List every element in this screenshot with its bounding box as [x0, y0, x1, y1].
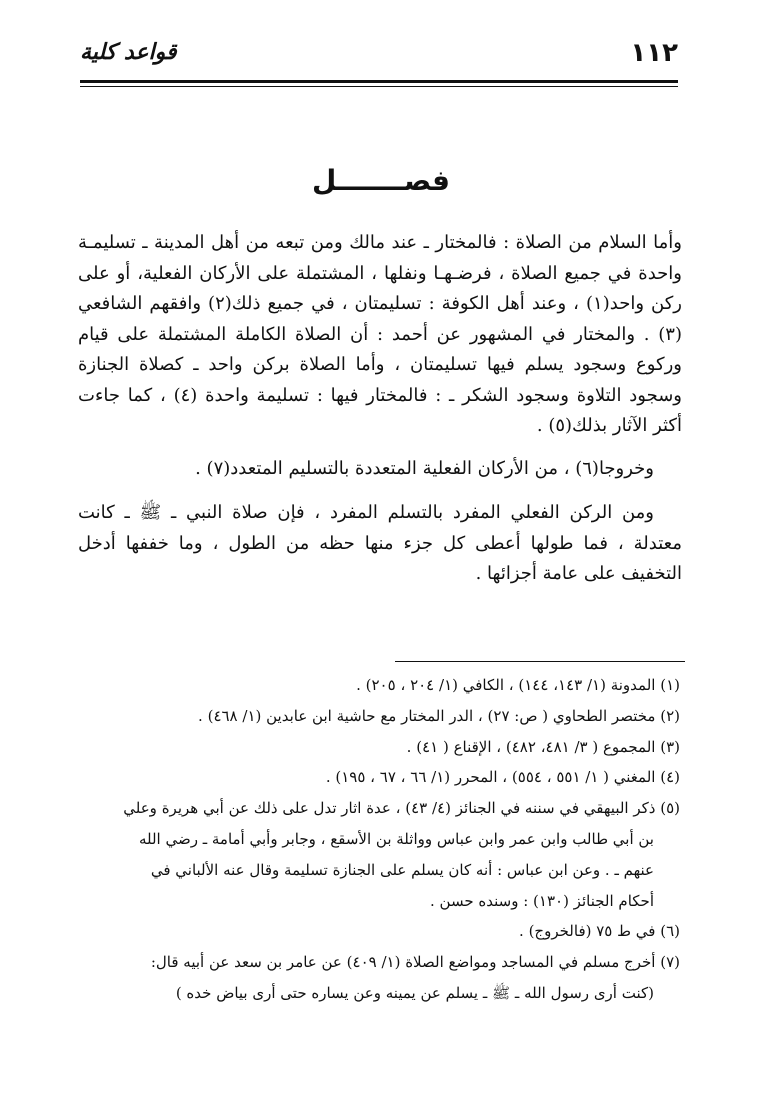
footnote: (٤) المغني ( ١/ ٥٥١ ، ٥٥٤) ، المحرر (١/ ٦٦ ، ٦٧ ، ١٩٥) . [325, 768, 680, 787]
footnote-continuation: (كنت أرى رسول الله ـ ﷺ ـ يسلم عن يمينه وعن يساره حتى أرى بياض خده ) [175, 983, 654, 1002]
paragraph: وأما السلام من الصلاة : فالمختار ـ عند مالك ومن تبعه من أهل المدينة ـ تسليمـة واحدة في جميع الصلاة ، فرضـهـا ونفلها ، المشتملة على الأركان الفعلية، أو على ركن واحد(١) ، وعند أهل الكوفة : تسليمتان ، في جميع ذلك(٢) وافقهم الشافعي (٣) . والمختار في المشهور عن أحمد : أن الصلاة الكاملة المشتملة على قيام وركوع وسجود يسلم فيها تسليمتان ، وأما الصلاة بركن واحد ـ كصلاة الجنازة وسجود التلاوة وسجود الشكر ـ : فالمختار فيها : تسليمة واحدة (٤) ، كما جاءت أكثر الآثار بذلك(٥) . [78, 232, 683, 436]
running-title: قواعد كلية [80, 40, 177, 65]
footnote-continuation: عنهم ـ . وعن ابن عباس : أنه كان يسلم على الجنازة تسليمة وقال عنه الألباني في [150, 860, 654, 879]
paragraph: ومن الركن الفعلي المفرد بالتسلم المفرد ، فإن صلاة النبي ـ ﷺ ـ كانت معتدلة ، فما طولها أعطى كل جزء منها حظه من الطول ، وما خففها أدخل التخفيف على عامة أجزائها . [78, 502, 682, 584]
footnote: (٢) مختصر الطحاوي ( ص: ٢٧) ، الدر المختار مع حاشية ابن عابدين (١/ ٤٦٨) . [198, 706, 680, 725]
footnote-continuation: بن أبي طالب وابن عمر وابن عباس وواثلة بن الأسقع ، وجابر وأبي أمامة ـ رضي الله [138, 829, 654, 848]
main-text [78, 228, 682, 590]
paragraph: وخروجا(٦) ، من الأركان الفعلية المتعددة بالتسليم المتعدد(٧) . [195, 457, 654, 479]
page-header [80, 34, 678, 78]
footnote: (٧) أخرج مسلم في المساجد ومواضع الصلاة (١/ ٤٠٩) عن عامر بن سعد عن أبيه قال: [150, 953, 680, 972]
footnote: (٣) المجموع ( ٣/ ٤٨١، ٤٨٢) ، الإقناع ( ٤١) . [406, 737, 680, 756]
page-number: ١١٢ [630, 38, 678, 68]
footnote-divider [395, 661, 685, 662]
section-title: فصـــــــل [312, 164, 450, 197]
footnote-continuation: أحكام الجنائز (١٣٠) : وسنده حسن . [430, 891, 654, 910]
header-rule [80, 80, 678, 83]
header-rule-thin [80, 86, 678, 87]
footnote: (٥) ذكر البيهقي في سننه في الجنائز (٤/ ٤٣) ، عدة اثار تدل على ذلك عن أبي هريرة وعلي [123, 799, 680, 818]
footnotes [78, 670, 680, 1009]
footnote: (٦) في ط ٧٥ (فالخروج) . [519, 922, 680, 941]
footnote: (١) المدونة (١/ ١٤٣، ١٤٤) ، الكافي (١/ ٢٠٤ ، ٢٠٥) . [356, 676, 680, 694]
